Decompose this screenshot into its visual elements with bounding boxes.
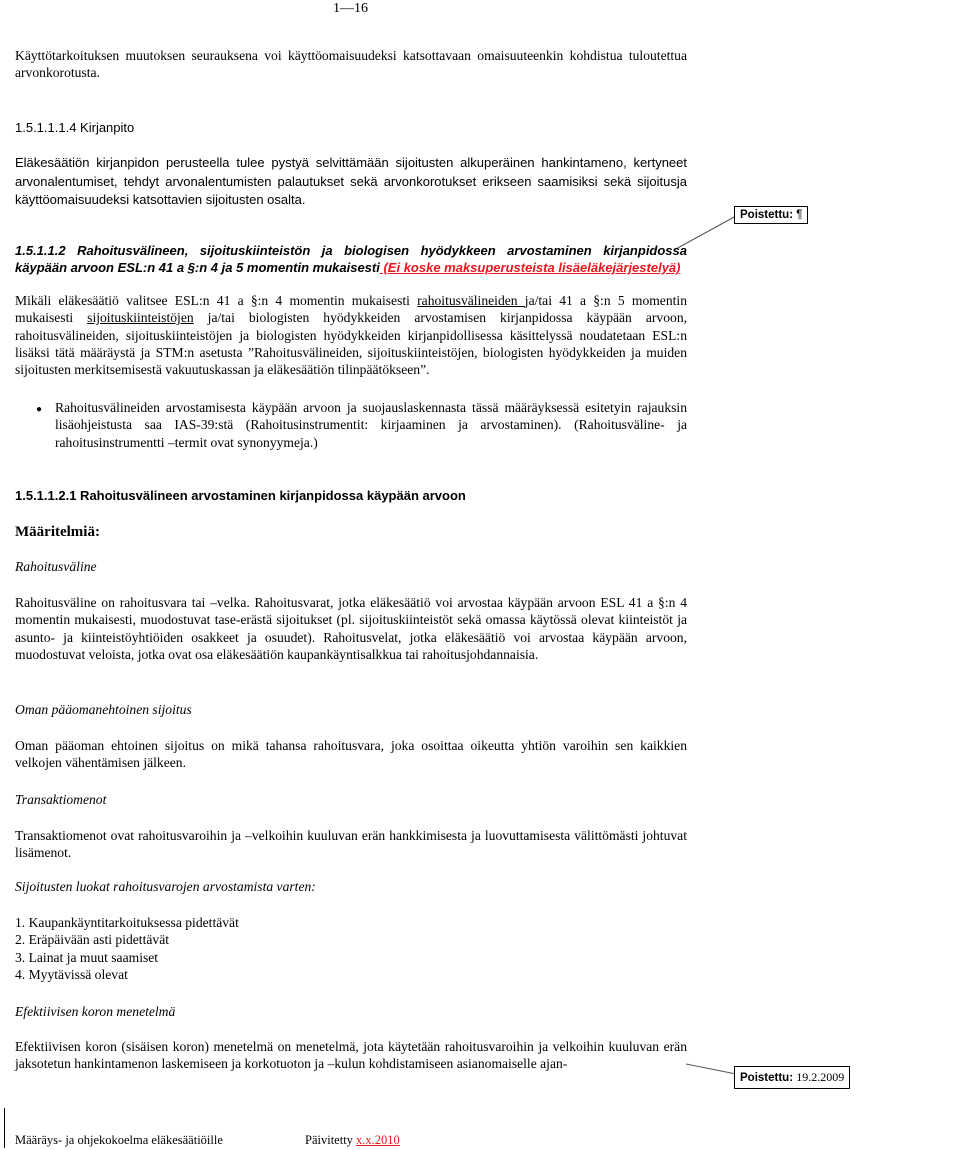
footer-title: Määräys- ja ohjekokoelma eläkesäätiöille	[15, 1133, 223, 1147]
list-item: 1. Kaupankäyntitarkoituksessa pidettävät	[15, 915, 239, 930]
term-text-oman-paaoman: Oman pääoman ehtoinen sijoitus on mikä tahansa rahoitusvara, joka osoittaa oikeutta yhtiön varoihin sen kaikkien velkojen vähentämisen jälkeen.	[15, 738, 687, 771]
p1-text-b: ja/tai 41 a §:n 5 momentin mukaisesti	[15, 293, 687, 326]
term-text-transaktiomenot: Transaktiomenot ovat rahoitusvaroihin ja –velkoihin kuuluvan erän hankkimisesta ja luovuttamisesta välittömästi johtuvat lisämenot.	[15, 828, 687, 861]
section-heading-kaypaan-arvoon: 1.5.1.1.2.1 Rahoitusvälineen arvostaminen kirjanpidossa käypään arvoon	[15, 488, 466, 503]
p1-underlined-2: sijoituskiinteistöjen	[87, 310, 194, 326]
p1-text-c: ja/tai biologisten hyödykkeiden arvostamisen kirjanpidossa käypään arvoon, rahoitusvälineiden, sijoituskiinteistöjen ja biologisten hyödykkeiden kirjanpidollisessa käsittelyssä noudatetaan ESL:n lisäksi tätä määräystä ja STM:n asetusta ”Rahoitusvälineiden, sijoituskiinteistöjen, biologisten hyödykkeiden ja muiden sijoitusten merkitsemisestä vakuutuskassan ja eläkesäätiön tilinpäätökseen”.	[15, 310, 688, 378]
deleted-note-label: Poistettu:	[740, 209, 794, 221]
heading-inserted-text: (Ei koske maksuperusteista lisäeläkejärjestelyä)	[379, 260, 681, 275]
term-title-transaktiomenot: Transaktiomenot	[15, 792, 107, 807]
p1-underlined-1: rahoitusvälineiden	[417, 293, 525, 308]
classes-title: Sijoitusten luokat rahoitusvarojen arvostamista varten:	[15, 879, 316, 894]
p1-text-a: Mikäli eläkesäätiö valitsee ESL:n 41 a §:n 4 momentin mukaisesti	[15, 293, 418, 308]
page-number: 1—16	[333, 1, 368, 16]
effective-text: Efektiivisen koron (sisäisen koron) menetelmä on menetelmä, jota käytetään rahoitusvaroihin ja velkoihin kuuluvan erän jaksotetun hankintamenon laskemiseen ja korkotuoton ja –kulun kohdistamiseen asianomaiselle ajan-	[15, 1039, 687, 1072]
list-item: 2. Eräpäivään asti pidettävät	[15, 932, 169, 948]
pilcrow-icon: ¶	[796, 209, 803, 221]
bullet-paragraph: Rahoitusvälineiden arvostamisesta käypään arvoon ja suojauslaskennasta tässä määräyksessä esitetyin rajauksin lisäohjeistusta saa IAS-39:stä (Rahoitusinstrumentit: kirjaaminen ja arvostaminen). (Rahoitusväline- ja rahoitusinstrumentti –termit ovat synonyymeja.)	[55, 400, 687, 450]
deleted-note-label: Poistettu:	[740, 1072, 794, 1084]
term-text-rahoitusvaline: Rahoitusväline on rahoitusvara tai –velka. Rahoitusvarat, jotka eläkesäätiö voi arvostaa käypään arvoon ESL 41 a §:n 4 momentin mukaisesti, muodostuvat tase-erästä sijoitukset (pl. sijoituskiinteistöt sekä omassa käytössä olevat kiinteistöt ja asunto- ja kiinteistöyhtiöiden osakkeet ja osuudet). Rahoitusvelat, jotka eläkesäätiö voi arvostaa käypään arvoon, muodostuvat veloista, jotka ovat osa eläkesäätiön kaupankäyntisalkkua tai rahoitusjohdannaisia.	[15, 595, 687, 662]
classes-list	[15, 914, 239, 983]
footer-updated	[305, 1132, 400, 1149]
deleted-note-bottom[interactable]	[734, 1066, 850, 1089]
list-item: 4. Myytävissä olevat	[15, 966, 128, 982]
heading-main: 1.5.1.1.2 Rahoitusvälineen, sijoituskiinteistön ja biologisen hyödykkeen arvostaminen kirjanpidossa käypään arvoon ESL:n 41 a §:n 4 ja 5 momentin mukaisesti	[15, 243, 687, 275]
effective-title: Efektiivisen koron menetelmä	[15, 1004, 176, 1019]
intro-paragraph: Käyttötarkoituksen muutoksen seurauksena voi käyttöomaisuudeksi katsottavaan omaisuuteenkin kohdistua tuloutettua arvonkorotusta.	[15, 48, 687, 81]
bullet-icon: ●	[36, 404, 43, 415]
list-item: 3. Lainat ja muut saamiset	[15, 949, 159, 965]
term-title-rahoitusvaline: Rahoitusväline	[15, 559, 97, 574]
definitions-heading: Määritelmiä:	[15, 524, 100, 540]
deleted-note-top[interactable]	[734, 206, 808, 224]
term-title-oman-paaoman: Oman pääomanehtoinen sijoitus	[15, 702, 192, 717]
footer-updated-label: Päivitetty	[305, 1133, 357, 1147]
kirjanpito-paragraph: Eläkesäätiön kirjanpidon perusteella tulee pystyä selvittämään sijoitusten alkuperäinen hankintameno, kertyneet arvonalentumiset, tehdyt arvonalentumisten palautukset sekä arvonkorotukset erikseen saamisiksi sekä sijoitusja käyttöomaisuudeksi katsottavien sijoitusten osalta.	[15, 155, 687, 207]
footer-updated-date: x.x.2010	[356, 1133, 400, 1147]
footer-divider	[4, 1108, 5, 1148]
rahoitusvalineet-paragraph	[15, 292, 687, 378]
comment-connector	[686, 1062, 738, 1078]
section-heading-kirjanpito: 1.5.1.1.1.4 Kirjanpito	[15, 120, 135, 135]
deleted-note-value: 19.2.2009	[796, 1070, 845, 1084]
section-heading-rahoitusvalineen	[15, 242, 687, 276]
